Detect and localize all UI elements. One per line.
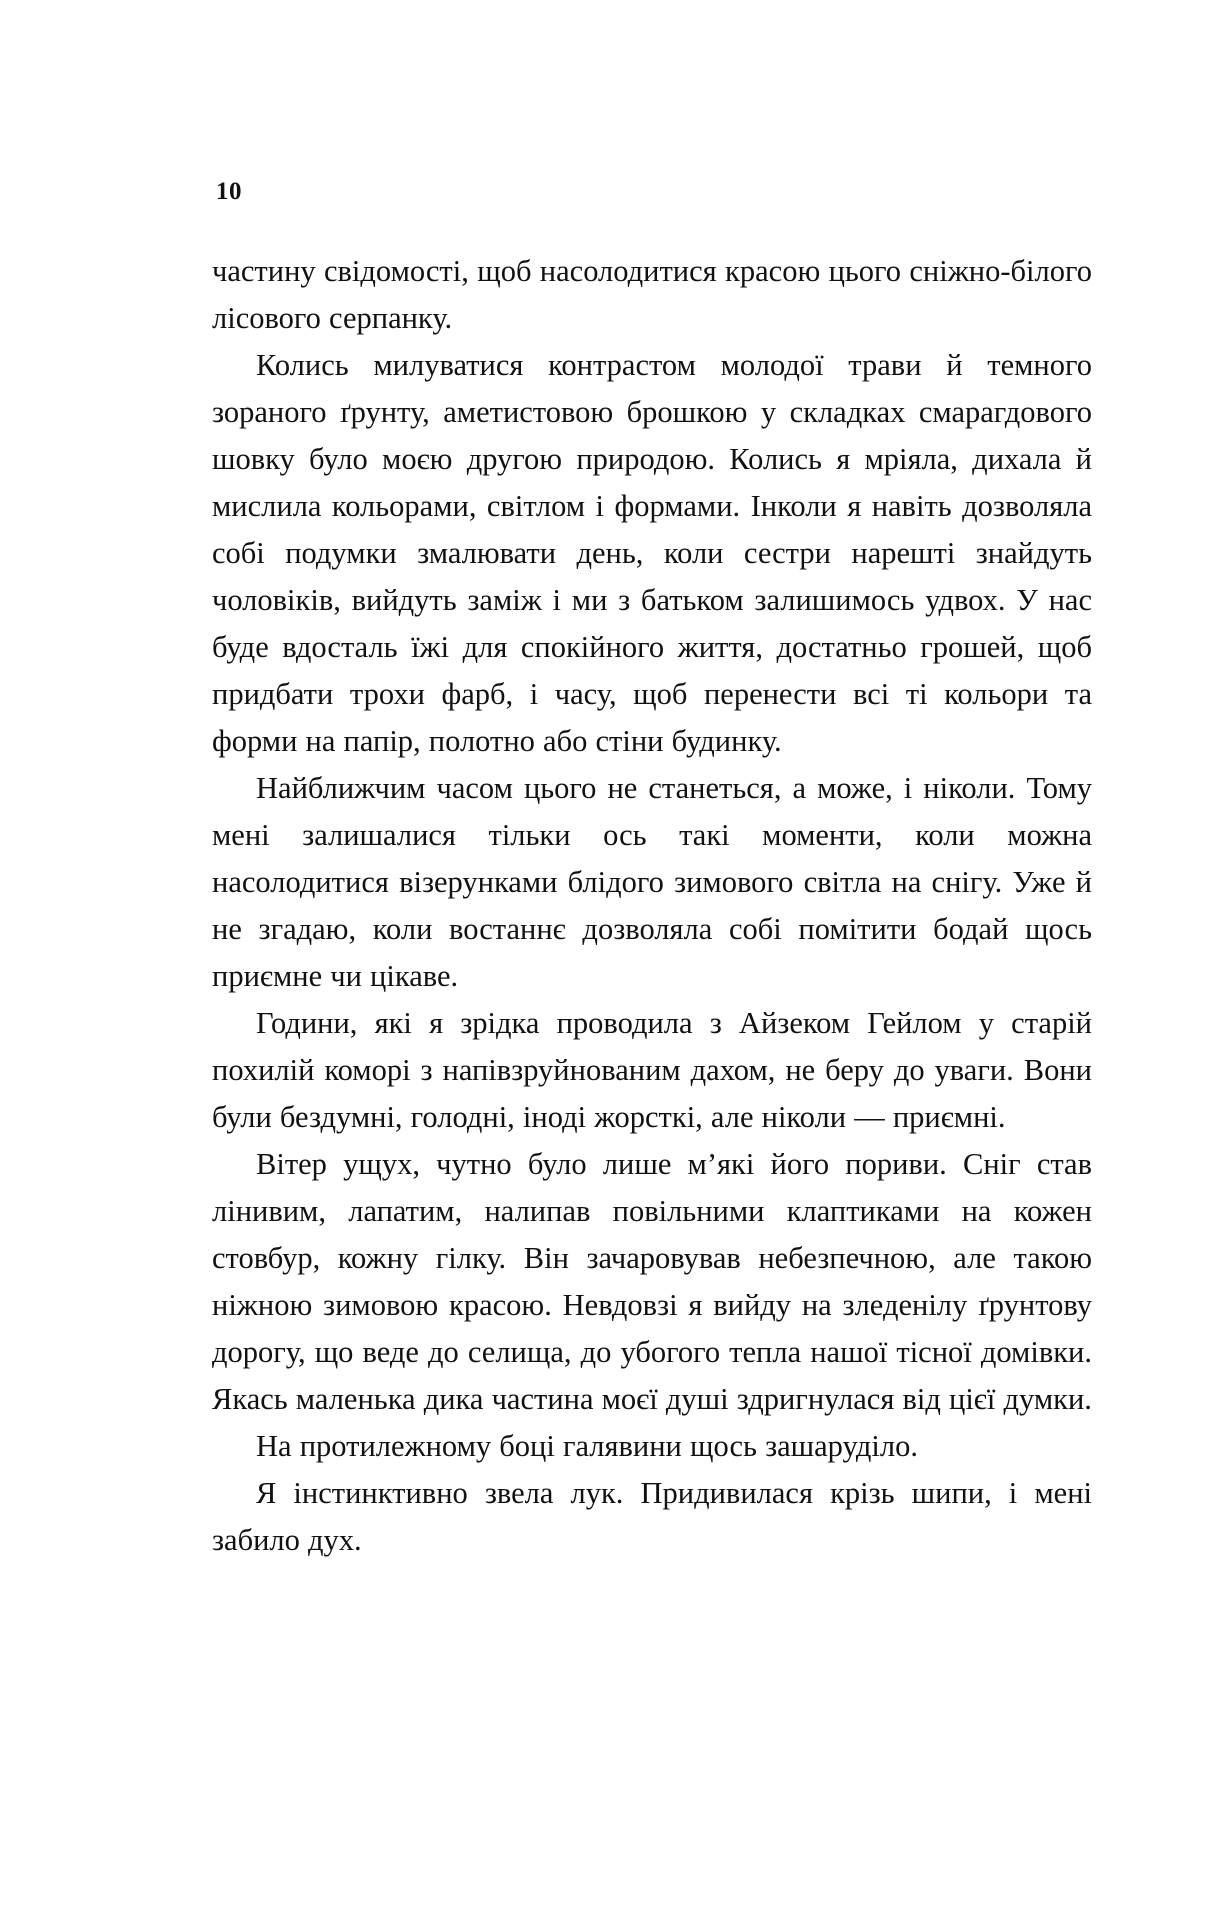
paragraph: Години, які я зрідка проводила з Айзеком Гейлом у старій похилій коморі з напівзруйнованим дахом, не беру до уваги. Вони були бездумні, голодні, іноді жорсткі, але ніколи — приємні. xyxy=(212,1006,1092,1134)
paragraph: Колись милуватися контрастом молодої трави й темного зораного ґрунту, аметистовою брошкою у складках смарагдового шовку було моєю другою природою. Колись я мріяла, дихала й мислила кольорами, світлом і формами. Інколи я навіть дозволяла собі подумки змалювати день, коли сестри нарешті знайдуть чоловіків, вийдуть заміж і ми з батьком залишимось удвох. У нас буде вдосталь їжі для спокійного життя, достатньо грошей, щоб придбати трохи фарб, і часу, щоб перенести всі ті кольори та форми на папір, полотно або стіни будинку. xyxy=(212,348,1092,758)
paragraph: Найближчим часом цього не станеться, а може, і ніколи. Тому мені залишалися тільки ось такі моменти, коли можна насолодитися візерунками блідого зимового світла на снігу. Уже й не згадаю, коли востаннє дозволяла собі помітити бодай щось приємне чи цікаве. xyxy=(212,771,1092,993)
page-content xyxy=(212,178,1092,1564)
paragraph: Я інстинктивно звела лук. Придивилася крізь шипи, і мені забило дух. xyxy=(212,1476,1092,1557)
paragraph: частину свідомості, щоб насолодитися красою цього сніжно-білого лісового серпанку. xyxy=(212,254,1092,335)
paragraph: На протилежному боці галявини щось зашаруділо. xyxy=(256,1429,918,1463)
body-text xyxy=(212,248,1092,1564)
paragraph: Вітер ущух, чутно було лише м’які його пориви. Сніг став лінивим, лапатим, налипав повільними клаптиками на кожен стовбур, кожну гілку. Він зачаровував небезпечною, але такою ніжною зимовою красою. Невдовзі я вийду на зледенілу ґрунтову дорогу, що веде до селища, до убогого тепла нашої тісної домівки. Якась маленька дика частина моєї душі здригнулася від цієї думки. xyxy=(212,1147,1092,1416)
page-number: 10 xyxy=(216,178,242,205)
